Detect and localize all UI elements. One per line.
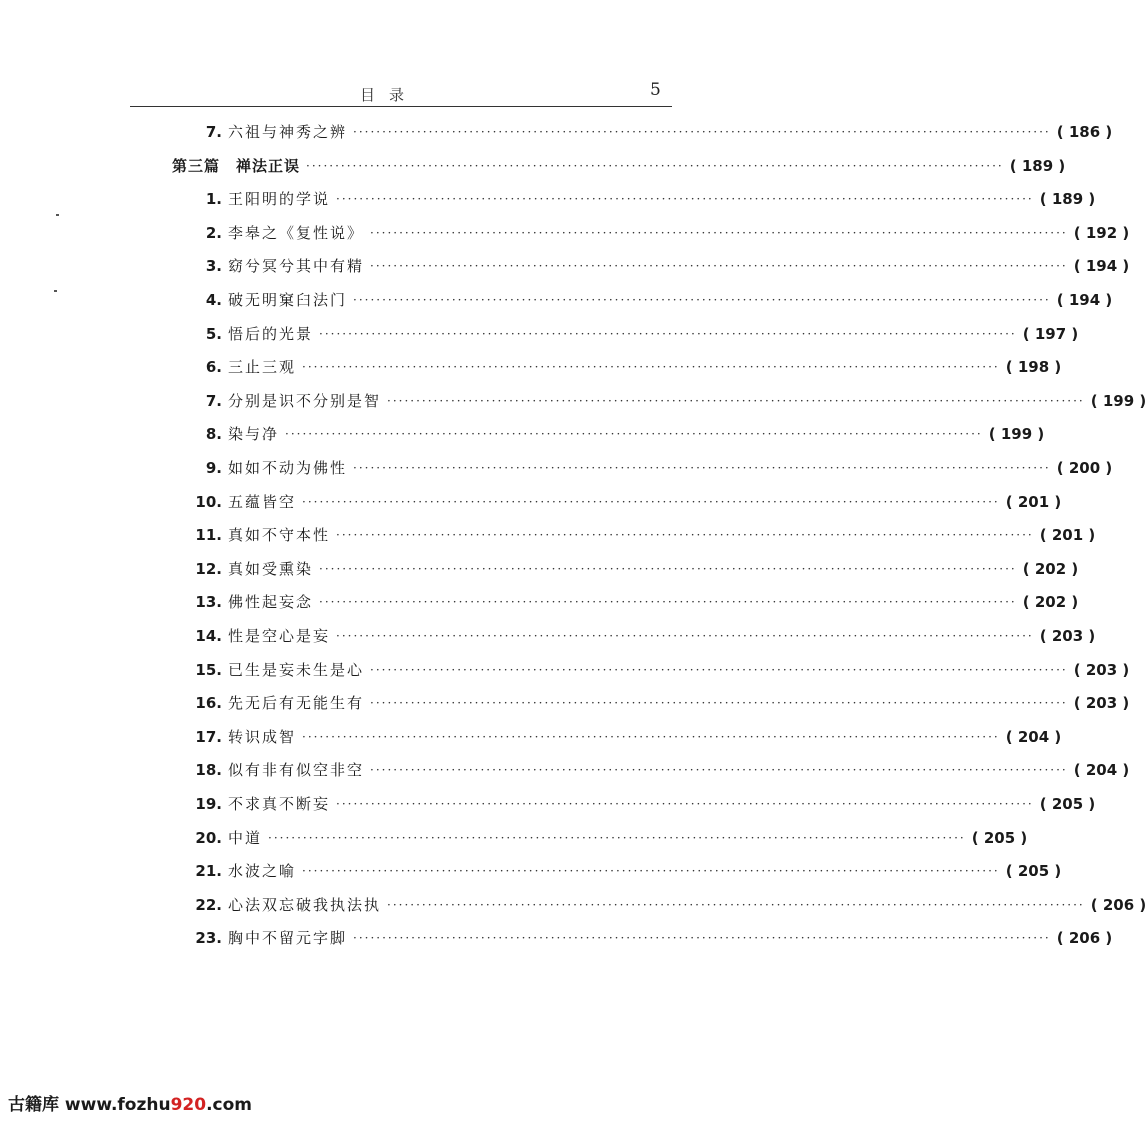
toc-entry-page: ( 200 ) — [1056, 459, 1113, 477]
watermark-prefix: 古籍库 www.fozhu — [8, 1095, 171, 1115]
toc-entry-title: 心法双忘破我执法执 — [228, 895, 382, 914]
toc-entry-page: ( 203 ) — [1073, 694, 1130, 713]
toc-entry-number: 13. — [195, 593, 222, 612]
toc-entry — [186, 893, 1146, 917]
toc-leader-dots: ························································································································ — [387, 393, 1085, 408]
toc-entry-number: 8. — [205, 425, 222, 444]
toc-entry — [186, 221, 1130, 245]
toc-entry-page: ( 189 ) — [1039, 190, 1096, 209]
toc-entry — [186, 254, 1130, 278]
toc-entry-title: 五蕴皆空 — [228, 492, 297, 511]
toc-entry-page: ( 206 ) — [1090, 895, 1146, 914]
toc-entry-number: 7. — [205, 123, 222, 141]
toc-leader-dots: ························································································································ — [268, 830, 966, 845]
toc-entry-title: 性是空心是妄 — [228, 627, 331, 645]
toc-entry — [186, 826, 1028, 850]
toc-entry-number: 12. — [195, 559, 222, 578]
toc-entry-title: 染与净 — [228, 425, 280, 444]
toc-leader-dots: ························································································································ — [302, 360, 1000, 375]
toc-entry-title: 三止三观 — [228, 358, 297, 377]
toc-entry-title: 王阳明的学说 — [228, 190, 331, 209]
toc-entry-page: ( 186 ) — [1056, 123, 1113, 141]
toc-entry-title: 先无后有无能生有 — [228, 694, 365, 713]
toc-entry — [186, 355, 1062, 379]
toc-entry-page: ( 194 ) — [1056, 291, 1113, 309]
toc-leader-dots: ························································································································ — [370, 225, 1068, 240]
toc-entry-number: 3. — [205, 257, 222, 276]
toc-entry-number: 9. — [205, 459, 222, 477]
toc-entry-title: 似有非有似空非空 — [228, 761, 365, 780]
toc-entry — [186, 758, 1130, 782]
toc-entry — [186, 725, 1062, 749]
toc-entry-title: 六祖与神秀之辨 — [228, 123, 348, 141]
watermark-suffix: .com — [206, 1095, 253, 1115]
toc-entry-title: 窈兮冥兮其中有精 — [228, 257, 365, 276]
toc-leader-dots: ························································································································ — [336, 629, 1034, 643]
toc-entry-title: 佛性起妄念 — [228, 593, 314, 612]
toc-entry — [186, 926, 1113, 950]
toc-entry-page: ( 206 ) — [1056, 929, 1113, 948]
toc-part-title: 第三篇 禅法正误 — [172, 156, 301, 175]
toc-entry-title: 转识成智 — [228, 727, 297, 746]
toc-entry — [186, 389, 1146, 413]
toc-entry-number: 5. — [205, 324, 222, 343]
toc-entry-number: 20. — [195, 828, 222, 847]
toc-leader-dots: ························································································································ — [370, 763, 1068, 778]
page-header-title: 目录 — [360, 86, 419, 104]
toc-entry — [186, 120, 1113, 144]
toc-entry-page: ( 192 ) — [1073, 223, 1130, 242]
toc-entry-title: 悟后的光景 — [228, 324, 314, 343]
toc-entry-page: ( 202 ) — [1022, 559, 1079, 578]
watermark-accent: 920 — [170, 1095, 207, 1115]
toc-entry — [186, 792, 1096, 816]
toc-leader-dots: ························································································································ — [319, 326, 1017, 341]
toc-entry-number: 2. — [205, 223, 222, 242]
toc-entry-title: 破无明窠臼法门 — [228, 291, 348, 309]
toc-leader-dots: ························································································································ — [285, 427, 983, 442]
toc-leader-dots: ························································································································ — [336, 192, 1034, 207]
toc-leader-dots: ························································································································ — [302, 729, 1000, 744]
toc-leader-dots: ························································································································ — [319, 595, 1017, 610]
toc-entry-number: 14. — [195, 627, 222, 645]
toc-entry-number: 23. — [195, 929, 222, 948]
toc-entry-number: 4. — [205, 291, 222, 309]
page-number: 5 — [650, 80, 661, 100]
toc-entry — [186, 490, 1062, 514]
toc-entry-page: ( 201 ) — [1039, 526, 1096, 545]
toc-entry-number: 10. — [195, 492, 222, 511]
scan-speck — [54, 290, 57, 292]
toc-leader-dots: ························································································································ — [370, 662, 1068, 677]
toc-entry-page: ( 198 ) — [1005, 358, 1062, 377]
toc-entry — [186, 288, 1113, 312]
toc-entry-page: ( 197 ) — [1022, 324, 1079, 343]
toc-entry-number: 18. — [195, 761, 222, 780]
toc-leader-dots: ························································································································ — [353, 125, 1051, 139]
toc-entry-number: 7. — [205, 391, 222, 410]
toc-entry-page: ( 189 ) — [1009, 156, 1066, 175]
toc-entry-page: ( 199 ) — [988, 425, 1045, 444]
toc-leader-dots: ························································································································ — [353, 461, 1051, 475]
toc-entry-page: ( 204 ) — [1073, 761, 1130, 780]
toc-entry-page: ( 194 ) — [1073, 257, 1130, 276]
toc-entry-page: ( 202 ) — [1022, 593, 1079, 612]
toc-entry — [186, 456, 1113, 480]
toc-leader-dots: ························································································································ — [302, 494, 1000, 509]
scan-speck — [56, 214, 59, 216]
toc-entry — [186, 691, 1130, 715]
toc-entry-page: ( 203 ) — [1039, 627, 1096, 645]
toc-entry-title: 李皋之《复性说》 — [228, 223, 365, 242]
toc-entry — [186, 523, 1096, 547]
toc-entry-title: 胸中不留元字脚 — [228, 929, 348, 948]
toc-entry-title: 水波之喻 — [228, 862, 297, 881]
toc-entry — [186, 859, 1062, 883]
toc-entry-title: 分别是识不分别是智 — [228, 391, 382, 410]
toc-entry-title: 如如不动为佛性 — [228, 459, 348, 477]
toc-entry-number: 16. — [195, 694, 222, 713]
toc-entry-page: ( 204 ) — [1005, 727, 1062, 746]
toc-entry — [186, 658, 1130, 682]
toc-entry — [186, 590, 1079, 614]
toc-entry-number: 22. — [195, 895, 222, 914]
toc-part-heading — [172, 154, 1066, 178]
toc-entry-number: 17. — [195, 727, 222, 746]
toc-entry-title: 不求真不断妄 — [228, 795, 331, 813]
toc-entry-title: 中道 — [228, 828, 263, 847]
toc-leader-dots: ························································································································ — [387, 897, 1085, 912]
toc-entry-page: ( 201 ) — [1005, 492, 1062, 511]
toc-leader-dots: ························································································································ — [306, 158, 1004, 173]
toc-entry-page: ( 203 ) — [1073, 660, 1130, 679]
toc-entry — [186, 422, 1045, 446]
toc-entry-number: 19. — [195, 795, 222, 813]
toc-entry — [186, 557, 1079, 581]
toc-entry-number: 15. — [195, 660, 222, 679]
toc-leader-dots: ························································································································ — [353, 931, 1051, 946]
toc-entry-title: 已生是妄未生是心 — [228, 660, 365, 679]
toc-entry-number: 11. — [195, 526, 222, 545]
toc-entry — [186, 624, 1096, 648]
site-watermark — [8, 1090, 252, 1115]
toc-entry — [186, 187, 1096, 211]
toc-entry — [186, 322, 1079, 346]
toc-leader-dots: ························································································································ — [319, 561, 1017, 576]
toc-leader-dots: ························································································································ — [336, 528, 1034, 543]
toc-leader-dots: ························································································································ — [370, 259, 1068, 274]
toc-entry-title: 真如不守本性 — [228, 526, 331, 545]
toc-entry-number: 1. — [205, 190, 222, 209]
toc-entry-page: ( 205 ) — [1005, 862, 1062, 881]
toc-entry-title: 真如受熏染 — [228, 559, 314, 578]
toc-entry-page: ( 199 ) — [1090, 391, 1146, 410]
toc-entry-number: 6. — [205, 358, 222, 377]
toc-entry-number: 21. — [195, 862, 222, 881]
toc-leader-dots: ························································································································ — [353, 293, 1051, 307]
toc-leader-dots: ························································································································ — [336, 797, 1034, 811]
toc-entry-page: ( 205 ) — [1039, 795, 1096, 813]
toc-leader-dots: ························································································································ — [302, 864, 1000, 879]
toc-leader-dots: ························································································································ — [370, 696, 1068, 711]
toc-entry-page: ( 205 ) — [971, 828, 1028, 847]
